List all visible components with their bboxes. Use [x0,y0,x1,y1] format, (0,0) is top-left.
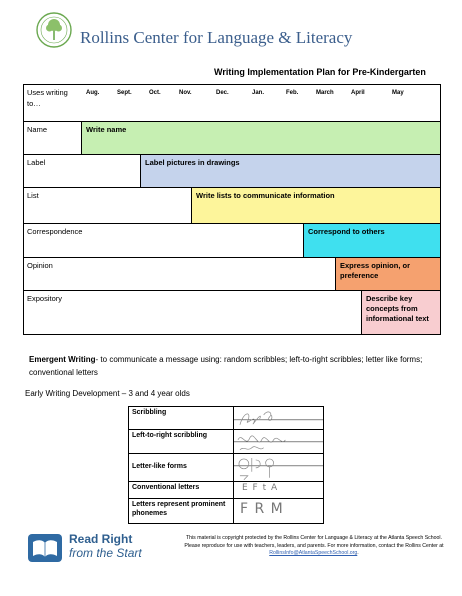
month-label: Nov. [179,90,192,96]
month-label: Aug. [86,90,100,96]
month-label: Feb. [286,90,299,96]
org-name: Rollins Center for Language & Literacy [80,28,353,47]
logo-text [69,533,142,561]
row-header-label: Uses writing to… [27,88,68,108]
copyright-note [184,535,444,558]
row-label: Name [27,125,48,134]
emergent-writing-definition [29,354,439,380]
logo-line1: Read Right [69,532,133,546]
goal-bar: Write lists to communicate information [191,188,440,223]
month-label: Dec. [216,90,229,96]
stage-label: Scribbling [132,409,167,416]
row-label: Label [27,158,46,167]
left-to-right-scribble-sample-icon [234,430,323,454]
plan-row-list [24,187,440,223]
goal-bar: Correspond to others [303,224,440,257]
stage-row [129,407,323,429]
month-label: Sept. [117,90,132,96]
plan-row-correspondence [24,223,440,257]
goal-bar: Express opinion, or preference [335,258,440,290]
month-label: May [392,90,404,96]
copyright-end: . [357,550,359,557]
plan-row-name [24,121,440,154]
letter-like-forms-sample-icon [234,454,323,482]
goal-bar: Write name [81,122,440,154]
header [36,12,353,50]
copyright-text: This material is copyright protected by the Rollins Center for Language & Literacy at the Atlanta Speech School. Please reproduce for use with teachers, leaders, and parents. For more information, contact the Rollins Center at [184,535,444,549]
row-label: Correspondence [27,227,83,236]
definition-text: - to communicate a message using: random scribbles; left-to-right scribbles; letter like forms; conventional letters [29,355,423,377]
stage-row [129,453,323,481]
months-header-row [24,85,440,121]
plan-title: Writing Implementation Plan for Pre-Kindergarten [214,67,426,77]
definition-term: Emergent Writing [29,355,96,364]
stage-label: Left-to-right scribbling [132,432,208,439]
book-icon [27,533,63,563]
logo-line2: from the Start [69,545,142,560]
seal-logo-icon [36,12,72,48]
plan-row-expository [24,290,440,334]
row-label: List [27,191,39,200]
stage-sample [233,482,323,498]
month-label: April [351,90,365,96]
scribble-sample-icon [234,407,323,429]
read-right-logo [27,531,167,565]
goal-bar: Label pictures in drawings [140,155,440,187]
implementation-plan-table [23,84,441,335]
stage-sample [233,499,323,523]
development-stages-table [128,406,324,524]
early-writing-heading: Early Writing Development – 3 and 4 year olds [25,389,190,398]
month-label: Oct. [149,90,161,96]
stage-row [129,498,323,523]
plan-row-opinion [24,257,440,290]
stage-row [129,429,323,453]
goal-bar: Describe key concepts from informational text [361,291,440,334]
stage-sample [233,430,323,453]
stage-label: Letters represent prominent phonemes [132,501,226,517]
contact-email-link[interactable]: RollinsInfo@AtlantaSpeechSchool.org [269,550,358,557]
stage-label: Conventional letters [132,484,200,491]
month-label: Jan. [252,90,265,96]
plan-row-label [24,154,440,187]
row-label: Opinion [27,261,53,270]
stage-sample [233,454,323,481]
stage-sample [233,407,323,429]
stage-label: Letter-like forms [132,463,187,470]
phoneme-letters-sample: F R M [240,501,284,517]
stage-row [129,481,323,498]
month-label: March [316,90,334,96]
row-label: Expository [27,294,63,303]
conventional-letters-sample: E F t A [242,483,279,493]
